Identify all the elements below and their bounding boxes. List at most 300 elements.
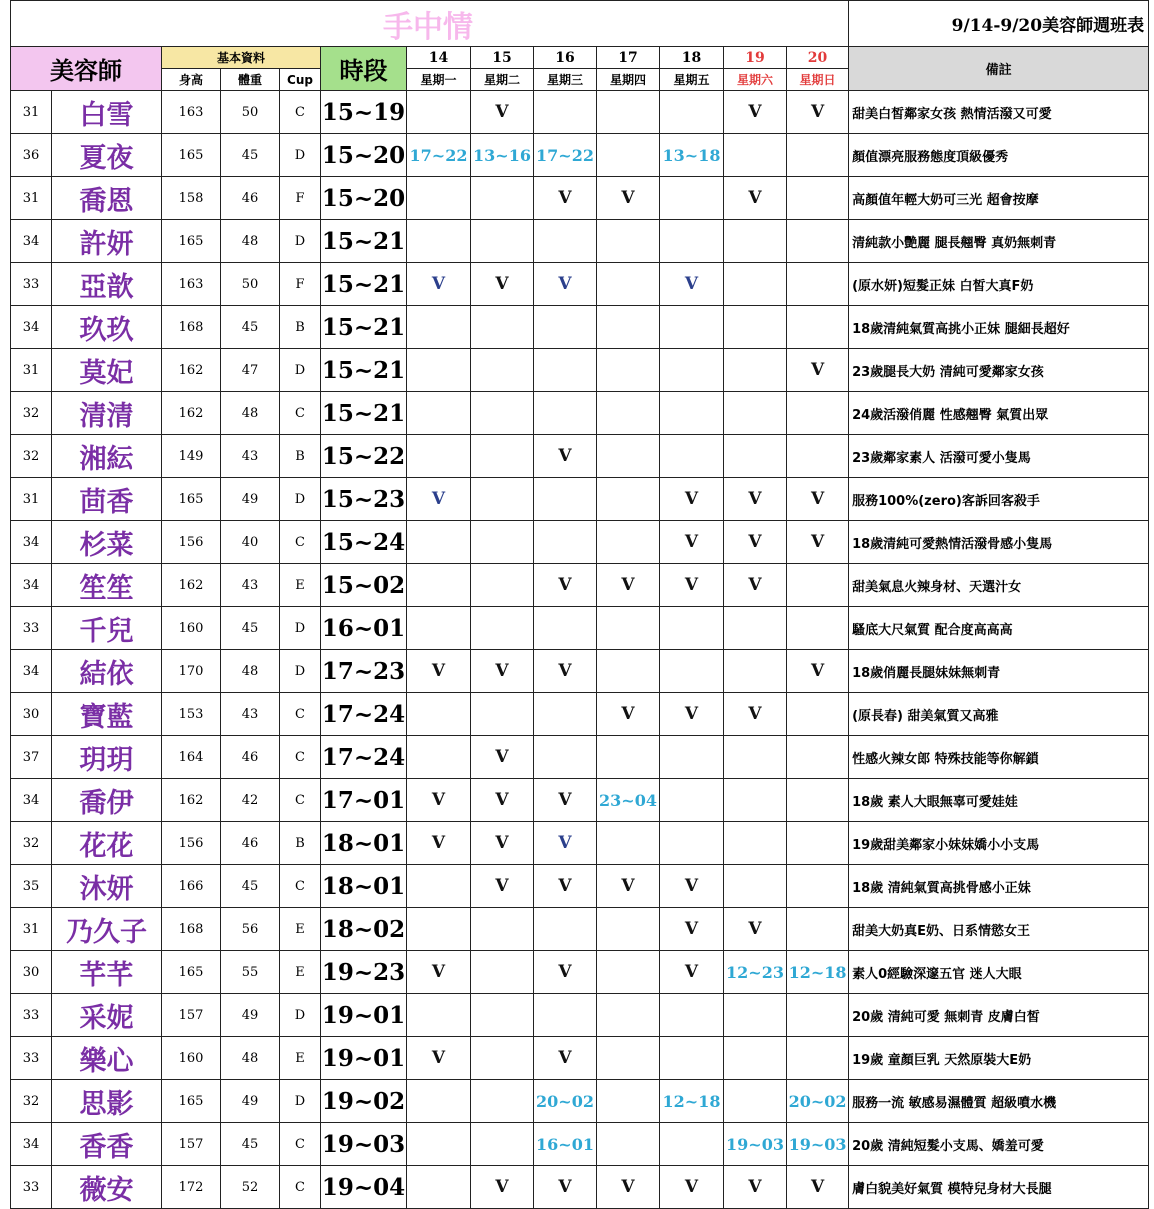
- cup-cell: B: [280, 822, 321, 865]
- day-shift-cell: V: [534, 822, 597, 865]
- time-slot-cell: 15~21: [321, 263, 407, 306]
- day-shift-cell: V: [660, 865, 724, 908]
- time-slot-cell: 18~02: [321, 908, 407, 951]
- day-shift-cell: V: [471, 1166, 534, 1209]
- day-shift-cell: V: [407, 1037, 471, 1080]
- weekday-header: 星期二: [471, 69, 534, 91]
- weight-cell: 50: [221, 91, 280, 134]
- beautician-name: 杉菜: [52, 521, 162, 564]
- day-shift-cell: [660, 306, 724, 349]
- day-shift-cell: [407, 736, 471, 779]
- cup-cell: C: [280, 865, 321, 908]
- age-cell: 33: [11, 1166, 52, 1209]
- day-shift-cell: V: [597, 564, 660, 607]
- day-shift-cell: V: [471, 736, 534, 779]
- note-cell: 19歲 童顏巨乳 天然原裝大E奶: [849, 1037, 1149, 1080]
- day-shift-cell: [660, 650, 724, 693]
- day-shift-cell: [660, 435, 724, 478]
- day-shift-cell: [534, 736, 597, 779]
- weight-cell: 43: [221, 693, 280, 736]
- beautician-name: 寶藍: [52, 693, 162, 736]
- day-shift-cell: V: [597, 177, 660, 220]
- cup-cell: E: [280, 908, 321, 951]
- time-slot-cell: 17~24: [321, 693, 407, 736]
- note-cell: 素人0經驗深邃五官 迷人大眼: [849, 951, 1149, 994]
- day-shift-cell: [660, 1037, 724, 1080]
- day-shift-cell: [597, 994, 660, 1037]
- weight-cell: 48: [221, 1037, 280, 1080]
- day-shift-cell: [407, 865, 471, 908]
- time-slot-cell: 19~04: [321, 1166, 407, 1209]
- note-cell: 甜美白皙鄰家女孩 熱情活潑又可愛: [849, 91, 1149, 134]
- day-shift-cell: V: [724, 564, 787, 607]
- time-slot-cell: 17~24: [321, 736, 407, 779]
- day-shift-cell: [471, 521, 534, 564]
- height-cell: 165: [162, 134, 221, 177]
- day-shift-cell: [660, 822, 724, 865]
- note-cell: 18歲 清純氣質高挑骨感小正妹: [849, 865, 1149, 908]
- cup-cell: D: [280, 349, 321, 392]
- time-slot-cell: 15~21: [321, 220, 407, 263]
- day-shift-cell: V: [407, 822, 471, 865]
- day-shift-cell: [471, 1080, 534, 1123]
- note-cell: (原水妍)短髮正妹 白皙大真F奶: [849, 263, 1149, 306]
- time-slot-cell: 19~01: [321, 1037, 407, 1080]
- day-shift-cell: 19~03: [787, 1123, 849, 1166]
- cup-cell: C: [280, 736, 321, 779]
- beautician-name: 玖玖: [52, 306, 162, 349]
- day-shift-cell: [407, 564, 471, 607]
- day-shift-cell: 13~16: [471, 134, 534, 177]
- note-cell: 甜美大奶真E奶、日系情慾女王: [849, 908, 1149, 951]
- day-shift-cell: V: [787, 521, 849, 564]
- height-cell: 168: [162, 908, 221, 951]
- day-shift-cell: [787, 994, 849, 1037]
- height-cell: 160: [162, 1037, 221, 1080]
- beautician-name: 乃久子: [52, 908, 162, 951]
- day-shift-cell: [660, 177, 724, 220]
- day-shift-cell: [597, 134, 660, 177]
- note-cell: 服務一流 敏感易濕體質 超級噴水機: [849, 1080, 1149, 1123]
- weight-cell: 46: [221, 822, 280, 865]
- age-cell: 33: [11, 607, 52, 650]
- day-number-header: 19: [724, 47, 787, 69]
- table-row: [11, 822, 1149, 865]
- table-row: [11, 693, 1149, 736]
- weight-cell: 49: [221, 1080, 280, 1123]
- cup-cell: E: [280, 1037, 321, 1080]
- day-shift-cell: [471, 435, 534, 478]
- table-row: [11, 994, 1149, 1037]
- height-cell: 163: [162, 91, 221, 134]
- cup-cell: F: [280, 177, 321, 220]
- time-slot-cell: 18~01: [321, 822, 407, 865]
- beautician-name: 結依: [52, 650, 162, 693]
- day-shift-cell: [724, 865, 787, 908]
- cup-cell: D: [280, 607, 321, 650]
- height-cell: 162: [162, 779, 221, 822]
- height-cell: 170: [162, 650, 221, 693]
- height-cell: 158: [162, 177, 221, 220]
- beautician-name: 沐妍: [52, 865, 162, 908]
- table-row: [11, 1037, 1149, 1080]
- day-shift-cell: [407, 1166, 471, 1209]
- day-shift-cell: V: [407, 650, 471, 693]
- height-cell: 164: [162, 736, 221, 779]
- weight-cell: 55: [221, 951, 280, 994]
- day-shift-cell: V: [660, 263, 724, 306]
- day-shift-cell: [471, 693, 534, 736]
- time-slot-cell: 19~01: [321, 994, 407, 1037]
- day-shift-cell: V: [787, 91, 849, 134]
- height-cell: 165: [162, 478, 221, 521]
- weight-cell: 43: [221, 564, 280, 607]
- day-shift-cell: [471, 220, 534, 263]
- day-shift-cell: V: [597, 1166, 660, 1209]
- day-shift-cell: [471, 1037, 534, 1080]
- note-cell: 19歲甜美鄰家小妹妹嬌小小支馬: [849, 822, 1149, 865]
- day-shift-cell: V: [534, 951, 597, 994]
- cup-cell: C: [280, 1123, 321, 1166]
- day-shift-cell: [660, 392, 724, 435]
- note-cell: 18歲 素人大眼無辜可愛娃娃: [849, 779, 1149, 822]
- day-shift-cell: [660, 607, 724, 650]
- weight-cell: 43: [221, 435, 280, 478]
- day-shift-cell: [534, 478, 597, 521]
- weight-cell: 45: [221, 865, 280, 908]
- day-shift-cell: [724, 306, 787, 349]
- day-shift-cell: [471, 349, 534, 392]
- day-shift-cell: [471, 908, 534, 951]
- day-shift-cell: V: [787, 650, 849, 693]
- day-shift-cell: [724, 650, 787, 693]
- note-cell: 顏值漂亮服務態度頂級優秀: [849, 134, 1149, 177]
- age-cell: 34: [11, 306, 52, 349]
- day-shift-cell: V: [534, 435, 597, 478]
- age-cell: 33: [11, 263, 52, 306]
- cup-cell: D: [280, 478, 321, 521]
- day-shift-cell: [597, 220, 660, 263]
- weight-cell: 46: [221, 736, 280, 779]
- weekday-header: 星期五: [660, 69, 724, 91]
- day-shift-cell: [597, 1123, 660, 1166]
- day-shift-cell: [471, 994, 534, 1037]
- day-shift-cell: [534, 349, 597, 392]
- beautician-name: 清清: [52, 392, 162, 435]
- height-cell: 149: [162, 435, 221, 478]
- table-row: [11, 1123, 1149, 1166]
- day-shift-cell: [597, 607, 660, 650]
- table-row: [11, 1080, 1149, 1123]
- day-shift-cell: [724, 263, 787, 306]
- weight-cell: 49: [221, 478, 280, 521]
- note-cell: 甜美氣息火辣身材、天選汁女: [849, 564, 1149, 607]
- day-shift-cell: [787, 435, 849, 478]
- day-shift-cell: V: [407, 478, 471, 521]
- beautician-name: 玥玥: [52, 736, 162, 779]
- weight-cell: 42: [221, 779, 280, 822]
- day-shift-cell: [534, 521, 597, 564]
- day-shift-cell: V: [787, 349, 849, 392]
- time-slot-cell: 15~19: [321, 91, 407, 134]
- table-row: [11, 521, 1149, 564]
- day-shift-cell: [407, 435, 471, 478]
- day-shift-cell: [724, 736, 787, 779]
- weight-cell: 45: [221, 306, 280, 349]
- day-shift-cell: V: [660, 564, 724, 607]
- day-shift-cell: [407, 91, 471, 134]
- cup-cell: C: [280, 91, 321, 134]
- day-shift-cell: [724, 392, 787, 435]
- height-cell: 166: [162, 865, 221, 908]
- day-shift-cell: [660, 1123, 724, 1166]
- day-shift-cell: 12~18: [787, 951, 849, 994]
- basic-info-header: 基本資料: [162, 47, 321, 69]
- age-cell: 32: [11, 822, 52, 865]
- day-shift-cell: 17~22: [534, 134, 597, 177]
- day-shift-cell: V: [660, 693, 724, 736]
- age-cell: 30: [11, 951, 52, 994]
- weekday-header: 星期三: [534, 69, 597, 91]
- height-cell: 157: [162, 1123, 221, 1166]
- day-shift-cell: [787, 564, 849, 607]
- time-slot-cell: 19~02: [321, 1080, 407, 1123]
- cup-cell: D: [280, 220, 321, 263]
- day-shift-cell: [471, 177, 534, 220]
- day-shift-cell: [787, 779, 849, 822]
- day-shift-cell: 23~04: [597, 779, 660, 822]
- day-shift-cell: [597, 1037, 660, 1080]
- note-cell: 23歲鄰家素人 活潑可愛小隻馬: [849, 435, 1149, 478]
- day-shift-cell: V: [407, 263, 471, 306]
- weight-cell: 48: [221, 220, 280, 263]
- weight-cell: 45: [221, 134, 280, 177]
- day-shift-cell: [407, 306, 471, 349]
- day-shift-cell: [471, 1123, 534, 1166]
- day-shift-cell: [724, 435, 787, 478]
- height-cell: 165: [162, 220, 221, 263]
- day-shift-cell: V: [724, 521, 787, 564]
- day-shift-cell: [407, 521, 471, 564]
- day-shift-cell: V: [724, 693, 787, 736]
- day-shift-cell: [597, 736, 660, 779]
- day-shift-cell: [597, 951, 660, 994]
- day-shift-cell: [407, 908, 471, 951]
- day-shift-cell: [597, 822, 660, 865]
- day-shift-cell: [471, 478, 534, 521]
- note-cell: 騷底大尺氣質 配合度高高高: [849, 607, 1149, 650]
- day-shift-cell: [787, 220, 849, 263]
- day-shift-cell: [534, 994, 597, 1037]
- table-row: [11, 177, 1149, 220]
- age-cell: 31: [11, 478, 52, 521]
- table-row: [11, 478, 1149, 521]
- time-slot-cell: 15~02: [321, 564, 407, 607]
- time-slot-cell: 15~20: [321, 177, 407, 220]
- day-shift-cell: V: [471, 91, 534, 134]
- day-shift-cell: [660, 91, 724, 134]
- table-row: [11, 779, 1149, 822]
- notes-header: 備註: [849, 47, 1149, 91]
- cup-cell: C: [280, 1166, 321, 1209]
- time-slot-header: 時段: [321, 47, 407, 91]
- time-slot-cell: 15~22: [321, 435, 407, 478]
- day-shift-cell: 19~03: [724, 1123, 787, 1166]
- day-shift-cell: [471, 306, 534, 349]
- beautician-name: 思影: [52, 1080, 162, 1123]
- age-cell: 32: [11, 435, 52, 478]
- day-number-header: 18: [660, 47, 724, 69]
- day-shift-cell: [471, 951, 534, 994]
- day-shift-cell: V: [534, 779, 597, 822]
- table-row: [11, 865, 1149, 908]
- day-number-header: 16: [534, 47, 597, 69]
- weight-cell: 47: [221, 349, 280, 392]
- day-shift-cell: [534, 607, 597, 650]
- beautician-header: 美容師: [11, 47, 162, 91]
- age-cell: 33: [11, 1037, 52, 1080]
- note-cell: 膚白貌美好氣質 模特兒身材大長腿: [849, 1166, 1149, 1209]
- height-cell: 162: [162, 392, 221, 435]
- beautician-name: 夏夜: [52, 134, 162, 177]
- day-shift-cell: [787, 822, 849, 865]
- day-shift-cell: [471, 564, 534, 607]
- day-shift-cell: [471, 392, 534, 435]
- note-cell: 性感火辣女郎 特殊技能等你解鎖: [849, 736, 1149, 779]
- day-shift-cell: [407, 392, 471, 435]
- day-shift-cell: V: [534, 650, 597, 693]
- day-shift-cell: V: [471, 650, 534, 693]
- day-shift-cell: [787, 134, 849, 177]
- day-shift-cell: [534, 908, 597, 951]
- day-shift-cell: V: [724, 1166, 787, 1209]
- time-slot-cell: 17~23: [321, 650, 407, 693]
- day-number-header: 15: [471, 47, 534, 69]
- beautician-name: 白雪: [52, 91, 162, 134]
- day-shift-cell: V: [724, 177, 787, 220]
- day-shift-cell: [597, 392, 660, 435]
- day-shift-cell: [724, 349, 787, 392]
- beautician-name: 千兒: [52, 607, 162, 650]
- age-cell: 31: [11, 91, 52, 134]
- day-shift-cell: V: [471, 263, 534, 306]
- day-shift-cell: 16~01: [534, 1123, 597, 1166]
- table-row: [11, 91, 1149, 134]
- day-shift-cell: V: [471, 865, 534, 908]
- table-row: [11, 263, 1149, 306]
- beautician-name: 亞歆: [52, 263, 162, 306]
- day-shift-cell: V: [597, 693, 660, 736]
- table-row: [11, 951, 1149, 994]
- day-shift-cell: [787, 693, 849, 736]
- day-shift-cell: [471, 607, 534, 650]
- day-shift-cell: [597, 349, 660, 392]
- day-shift-cell: [597, 306, 660, 349]
- time-slot-cell: 15~21: [321, 349, 407, 392]
- height-cell: 172: [162, 1166, 221, 1209]
- table-row: [11, 908, 1149, 951]
- time-slot-cell: 15~23: [321, 478, 407, 521]
- time-slot-cell: 18~01: [321, 865, 407, 908]
- age-cell: 32: [11, 1080, 52, 1123]
- note-cell: 18歲俏麗長腿妹妹無刺青: [849, 650, 1149, 693]
- note-cell: (原長春) 甜美氣質又高雅: [849, 693, 1149, 736]
- day-shift-cell: V: [787, 478, 849, 521]
- day-shift-cell: V: [724, 91, 787, 134]
- beautician-name: 樂心: [52, 1037, 162, 1080]
- day-shift-cell: V: [407, 779, 471, 822]
- day-shift-cell: 17~22: [407, 134, 471, 177]
- weight-cell: 45: [221, 1123, 280, 1166]
- table-row: [11, 564, 1149, 607]
- day-shift-cell: [407, 220, 471, 263]
- day-shift-cell: [787, 177, 849, 220]
- age-cell: 37: [11, 736, 52, 779]
- day-shift-cell: [534, 693, 597, 736]
- age-cell: 34: [11, 650, 52, 693]
- cup-header: Cup: [280, 69, 321, 91]
- day-shift-cell: [787, 607, 849, 650]
- age-cell: 31: [11, 177, 52, 220]
- table-row: [11, 607, 1149, 650]
- height-cell: 157: [162, 994, 221, 1037]
- table-row: [11, 134, 1149, 177]
- note-cell: 高顏值年輕大奶可三光 超會按摩: [849, 177, 1149, 220]
- day-shift-cell: V: [534, 1166, 597, 1209]
- day-shift-cell: [724, 994, 787, 1037]
- height-cell: 168: [162, 306, 221, 349]
- beautician-name: 笙笙: [52, 564, 162, 607]
- height-cell: 163: [162, 263, 221, 306]
- age-cell: 31: [11, 349, 52, 392]
- day-shift-cell: [660, 220, 724, 263]
- beautician-name: 茴香: [52, 478, 162, 521]
- day-shift-cell: V: [407, 951, 471, 994]
- weekday-header: 星期四: [597, 69, 660, 91]
- cup-cell: D: [280, 134, 321, 177]
- day-shift-cell: V: [660, 951, 724, 994]
- day-shift-cell: [597, 435, 660, 478]
- day-shift-cell: V: [534, 177, 597, 220]
- age-cell: 31: [11, 908, 52, 951]
- schedule-sheet: [10, 0, 1148, 1209]
- day-shift-cell: V: [471, 822, 534, 865]
- age-cell: 32: [11, 392, 52, 435]
- day-shift-cell: [787, 865, 849, 908]
- day-shift-cell: [407, 349, 471, 392]
- weight-cell: 46: [221, 177, 280, 220]
- day-shift-cell: [407, 994, 471, 1037]
- weight-cell: 48: [221, 650, 280, 693]
- note-cell: 服務100%(zero)客訴回客殺手: [849, 478, 1149, 521]
- day-shift-cell: [597, 1080, 660, 1123]
- day-shift-cell: [407, 693, 471, 736]
- day-shift-cell: [534, 91, 597, 134]
- day-shift-cell: [787, 392, 849, 435]
- time-slot-cell: 15~24: [321, 521, 407, 564]
- day-shift-cell: [407, 607, 471, 650]
- age-cell: 36: [11, 134, 52, 177]
- day-number-header: 14: [407, 47, 471, 69]
- day-shift-cell: [787, 263, 849, 306]
- height-cell: 156: [162, 521, 221, 564]
- time-slot-cell: 15~21: [321, 306, 407, 349]
- weight-cell: 50: [221, 263, 280, 306]
- beautician-name: 許妍: [52, 220, 162, 263]
- cup-cell: D: [280, 1080, 321, 1123]
- day-shift-cell: V: [787, 1166, 849, 1209]
- age-cell: 33: [11, 994, 52, 1037]
